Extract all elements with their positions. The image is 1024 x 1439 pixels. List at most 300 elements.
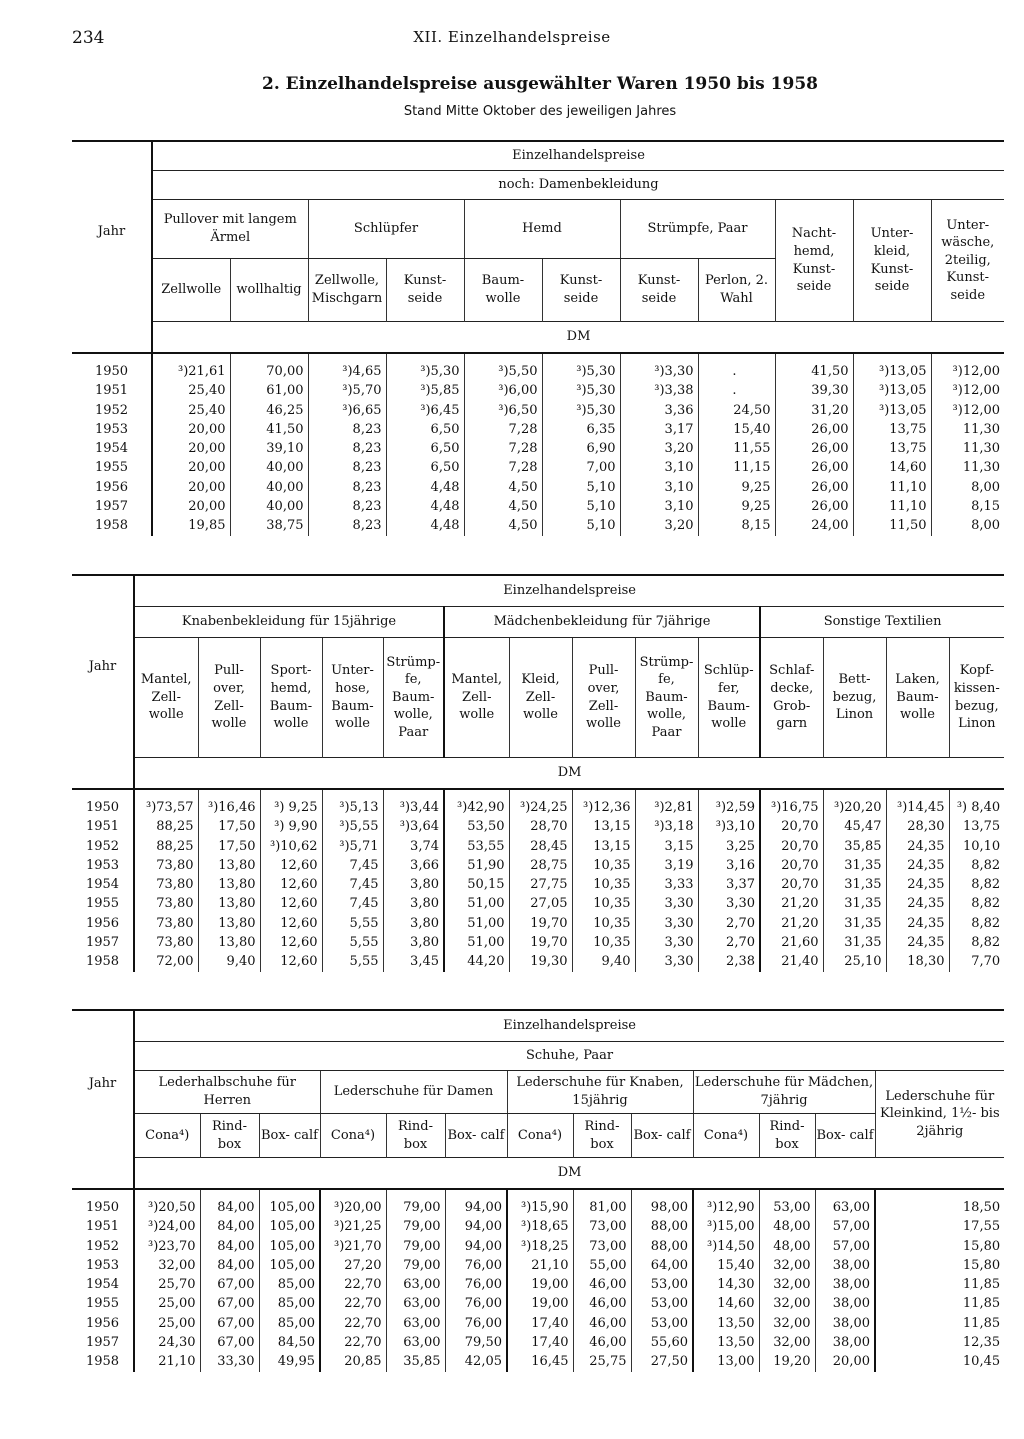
- price-cell: 10,10: [949, 837, 1004, 856]
- table-row: [72, 914, 1004, 933]
- price-cell: 55,00: [573, 1256, 631, 1275]
- price-cell: 73,00: [573, 1217, 631, 1236]
- price-cell: 51,00: [444, 894, 509, 913]
- price-cell: ³)15,90: [507, 1198, 573, 1217]
- price-cell: 38,75: [230, 516, 308, 535]
- price-cell: 51,00: [444, 914, 509, 933]
- price-cell: ³)10,62: [260, 837, 322, 856]
- col-unterwaesche: Unter- wäsche, 2teilig, Kunst- seide: [931, 200, 1004, 322]
- price-cell: ³)12,00: [931, 381, 1004, 400]
- col-header: Kleid, Zell- wolle: [509, 638, 572, 758]
- price-cell: ³)13,05: [853, 401, 931, 420]
- price-cell: 32,00: [759, 1294, 815, 1313]
- price-cell: ³)12,36: [572, 798, 635, 817]
- price-cell: 13,80: [198, 875, 260, 894]
- page-subtitle: Stand Mitte Oktober des jeweiligen Jahres: [403, 104, 677, 119]
- price-cell: 28,30: [886, 817, 949, 836]
- price-cell: 27,05: [509, 894, 572, 913]
- col-kunstseide-1: Kunst- seide: [386, 259, 464, 322]
- price-cell: 105,00: [259, 1198, 320, 1217]
- price-cell: 11,15: [698, 458, 775, 477]
- price-cell: 14,60: [693, 1294, 759, 1313]
- col-header: Strümp- fe, Baum- wolle, Paar: [635, 638, 698, 758]
- col-damen: Lederschuhe für Damen: [320, 1071, 507, 1114]
- jahr-header: Jahr: [72, 1010, 134, 1158]
- col-header: Mantel, Zell- wolle: [444, 638, 509, 758]
- price-cell: 5,10: [542, 478, 620, 497]
- price-cell: 26,00: [775, 478, 853, 497]
- price-cell: ³)5,30: [386, 362, 464, 381]
- price-cell: 73,80: [134, 914, 198, 933]
- price-cell: ³) 9,25: [260, 798, 322, 817]
- price-cell: 28,45: [509, 837, 572, 856]
- price-cell: 72,00: [134, 952, 198, 971]
- price-cell: 13,75: [949, 817, 1004, 836]
- col-maedchen: Mädchenbekleidung für 7jährige: [444, 607, 760, 638]
- price-cell: 7,28: [464, 439, 542, 458]
- price-cell: ³)16,75: [760, 798, 823, 817]
- price-cell: 20,00: [152, 420, 230, 439]
- table-row: [72, 516, 1004, 535]
- price-cell: ³)18,25: [507, 1237, 573, 1256]
- price-cell: 3,80: [383, 914, 444, 933]
- price-cell: 13,15: [572, 817, 635, 836]
- table-row: [72, 837, 1004, 856]
- price-cell: 25,40: [152, 401, 230, 420]
- price-cell: 31,35: [823, 933, 886, 952]
- price-cell: 40,00: [230, 458, 308, 477]
- table-row: [72, 458, 1004, 477]
- price-cell: ³) 9,90: [260, 817, 322, 836]
- price-cell: 21,10: [507, 1256, 573, 1275]
- jahr-header: Jahr: [72, 575, 134, 758]
- year-cell: 1955: [85, 1296, 120, 1312]
- price-cell: 3,20: [620, 516, 698, 535]
- price-cell: 3,25: [698, 837, 760, 856]
- price-cell: 46,25: [230, 401, 308, 420]
- col-cona: Cona⁴): [134, 1114, 200, 1158]
- price-cell: 26,00: [775, 420, 853, 439]
- col-cona: Cona⁴): [507, 1114, 573, 1158]
- price-cell: 10,35: [572, 933, 635, 952]
- price-cell: 24,35: [886, 856, 949, 875]
- table-row: [72, 1333, 1004, 1352]
- price-cell: 3,20: [620, 439, 698, 458]
- col-header: Schlaf- decke, Grob- garn: [760, 638, 823, 758]
- price-cell: 3,33: [635, 875, 698, 894]
- price-cell: ³)5,13: [322, 798, 383, 817]
- price-cell: 73,80: [134, 875, 198, 894]
- table-row: [72, 478, 1004, 497]
- col-rindbox: Rind- box: [759, 1114, 815, 1158]
- year-cell: 1958: [85, 1354, 120, 1370]
- price-cell: 21,60: [760, 933, 823, 952]
- table-damenbekleidung: [72, 140, 1004, 536]
- price-cell: 3,45: [383, 952, 444, 971]
- price-cell: 3,80: [383, 875, 444, 894]
- price-cell: 57,00: [815, 1217, 875, 1236]
- price-cell: 7,45: [322, 875, 383, 894]
- table-row: [72, 817, 1004, 836]
- table-row: [72, 952, 1004, 971]
- price-cell: 55,60: [631, 1333, 693, 1352]
- price-cell: 24,35: [886, 837, 949, 856]
- price-cell: ³)5,70: [308, 381, 386, 400]
- price-cell: 20,70: [760, 856, 823, 875]
- price-cell: 85,00: [259, 1275, 320, 1294]
- price-cell: 28,70: [509, 817, 572, 836]
- price-cell: 20,70: [760, 817, 823, 836]
- price-cell: ³)5,85: [386, 381, 464, 400]
- year-cell: 1953: [94, 421, 129, 437]
- price-cell: 21,20: [760, 894, 823, 913]
- price-cell: 46,00: [573, 1333, 631, 1352]
- col-header: Pull- over, Zell- wolle: [572, 638, 635, 758]
- year-cell: 1950: [94, 364, 129, 379]
- price-cell: ³)3,38: [620, 381, 698, 400]
- price-cell: 8,00: [931, 516, 1004, 535]
- price-cell: 19,70: [509, 914, 572, 933]
- table-row: [72, 362, 1004, 381]
- price-cell: 20,00: [152, 458, 230, 477]
- price-cell: 12,60: [260, 914, 322, 933]
- price-cell: 7,28: [464, 420, 542, 439]
- price-cell: 61,00: [230, 381, 308, 400]
- price-cell: ³)5,30: [542, 362, 620, 381]
- year-cell: 1955: [94, 460, 129, 476]
- price-cell: ³)3,64: [383, 817, 444, 836]
- price-cell: 20,00: [152, 478, 230, 497]
- col-zellwolle-mischgarn: Zellwolle, Mischgarn: [308, 259, 386, 322]
- price-cell: 33,30: [200, 1352, 259, 1371]
- price-cell: 15,40: [698, 420, 775, 439]
- price-cell: 8,15: [931, 497, 1004, 516]
- col-cona: Cona⁴): [320, 1114, 386, 1158]
- price-cell: 85,00: [259, 1314, 320, 1333]
- unit-header: DM: [134, 758, 1004, 790]
- col-rindbox: Rind- box: [200, 1114, 259, 1158]
- price-cell: 10,35: [572, 894, 635, 913]
- price-cell: 38,00: [815, 1256, 875, 1275]
- price-cell: 31,35: [823, 914, 886, 933]
- price-cell: ³)13,05: [853, 381, 931, 400]
- col-schluepfer: Schlüpfer: [308, 200, 464, 259]
- price-cell: 24,35: [886, 933, 949, 952]
- table-row: [72, 401, 1004, 420]
- price-cell: 76,00: [445, 1256, 507, 1275]
- price-cell: .: [698, 362, 775, 381]
- price-cell: 8,23: [308, 439, 386, 458]
- price-cell: 76,00: [445, 1294, 507, 1313]
- price-cell: ³)3,44: [383, 798, 444, 817]
- price-cell: 76,00: [445, 1314, 507, 1333]
- col-perlon: Perlon, 2. Wahl: [698, 259, 775, 322]
- col-struempfe: Strümpfe, Paar: [620, 200, 775, 259]
- price-cell: ³)42,90: [444, 798, 509, 817]
- price-cell: 8,23: [308, 478, 386, 497]
- col-nachthemd: Nacht- hemd, Kunst- seide: [775, 200, 853, 322]
- col-header: Strümp- fe, Baum- wolle, Paar: [383, 638, 444, 758]
- price-cell: 46,00: [573, 1314, 631, 1333]
- price-cell: ³)12,00: [931, 401, 1004, 420]
- price-cell: 63,00: [386, 1275, 445, 1294]
- price-cell: 12,60: [260, 952, 322, 971]
- price-cell: 24,35: [886, 914, 949, 933]
- price-cell: 94,00: [445, 1217, 507, 1236]
- price-cell: ³)15,00: [693, 1217, 759, 1236]
- price-cell: 51,90: [444, 856, 509, 875]
- price-cell: 24,35: [886, 875, 949, 894]
- price-cell: 7,45: [322, 856, 383, 875]
- price-cell: 38,00: [815, 1333, 875, 1352]
- price-cell: 67,00: [200, 1314, 259, 1333]
- price-cell: 19,30: [509, 952, 572, 971]
- price-cell: 4,50: [464, 478, 542, 497]
- table-row: [72, 1352, 1004, 1371]
- price-cell: 18,30: [886, 952, 949, 971]
- group-header: Einzelhandelspreise: [134, 575, 1004, 607]
- table-row: [72, 933, 1004, 952]
- price-cell: 53,00: [631, 1294, 693, 1313]
- price-cell: 63,00: [386, 1294, 445, 1313]
- price-cell: 21,40: [760, 952, 823, 971]
- price-cell: 20,70: [760, 875, 823, 894]
- price-cell: 3,66: [383, 856, 444, 875]
- year-cell: 1956: [85, 1315, 120, 1331]
- price-cell: 5,55: [322, 914, 383, 933]
- price-cell: ³)73,57: [134, 798, 198, 817]
- price-cell: 27,75: [509, 875, 572, 894]
- price-cell: 6,90: [542, 439, 620, 458]
- price-cell: ³)14,50: [693, 1237, 759, 1256]
- table-row: [72, 1198, 1004, 1217]
- price-cell: 84,00: [200, 1237, 259, 1256]
- price-cell: ³)13,05: [853, 362, 931, 381]
- price-cell: 35,85: [823, 837, 886, 856]
- price-cell: 25,00: [134, 1314, 200, 1333]
- price-cell: ³)18,65: [507, 1217, 573, 1236]
- price-cell: 79,00: [386, 1217, 445, 1236]
- price-cell: 8,23: [308, 497, 386, 516]
- price-cell: 3,74: [383, 837, 444, 856]
- price-cell: 20,70: [760, 837, 823, 856]
- price-cell: 73,80: [134, 894, 198, 913]
- col-header: Schlüp- fer, Baum- wolle: [698, 638, 760, 758]
- price-cell: 7,28: [464, 458, 542, 477]
- price-cell: ³)12,00: [931, 362, 1004, 381]
- price-cell: 31,35: [823, 856, 886, 875]
- price-cell: 32,00: [759, 1333, 815, 1352]
- price-cell: 20,85: [320, 1352, 386, 1371]
- table-row: [72, 875, 1004, 894]
- col-cona: Cona⁴): [693, 1114, 759, 1158]
- col-kunstseide-3: Kunst- seide: [620, 259, 698, 322]
- table-row: [72, 497, 1004, 516]
- price-cell: 2,70: [698, 914, 760, 933]
- price-cell: 8,82: [949, 875, 1004, 894]
- price-cell: 11,85: [875, 1294, 1004, 1313]
- price-cell: 13,80: [198, 933, 260, 952]
- price-cell: 19,85: [152, 516, 230, 535]
- price-cell: 5,10: [542, 497, 620, 516]
- price-cell: 45,47: [823, 817, 886, 836]
- price-cell: 14,30: [693, 1275, 759, 1294]
- price-cell: 3,15: [635, 837, 698, 856]
- price-cell: 27,20: [320, 1256, 386, 1275]
- table-row: [72, 798, 1004, 817]
- price-cell: 7,00: [542, 458, 620, 477]
- table-body: [72, 353, 1004, 536]
- price-cell: 67,00: [200, 1275, 259, 1294]
- table-row: [72, 420, 1004, 439]
- price-cell: 8,82: [949, 856, 1004, 875]
- table-row: [72, 1294, 1004, 1313]
- col-boxcalf: Box- calf: [815, 1114, 875, 1158]
- price-cell: 3,80: [383, 933, 444, 952]
- price-cell: ³)3,18: [635, 817, 698, 836]
- price-cell: 19,00: [507, 1294, 573, 1313]
- table-row: [72, 1237, 1004, 1256]
- year-cell: 1958: [94, 518, 129, 534]
- price-cell: 11,85: [875, 1314, 1004, 1333]
- price-cell: 8,23: [308, 516, 386, 535]
- price-cell: 46,00: [573, 1275, 631, 1294]
- col-knaben: Knabenbekleidung für 15jährige: [134, 607, 444, 638]
- price-cell: 53,00: [631, 1275, 693, 1294]
- price-cell: 79,50: [445, 1333, 507, 1352]
- price-cell: .: [698, 381, 775, 400]
- price-cell: 12,60: [260, 875, 322, 894]
- price-cell: 12,60: [260, 894, 322, 913]
- price-cell: 13,00: [693, 1352, 759, 1371]
- price-cell: 88,00: [631, 1217, 693, 1236]
- price-cell: 85,00: [259, 1294, 320, 1313]
- col-unterkleid: Unter- kleid, Kunst- seide: [853, 200, 931, 322]
- price-cell: 39,10: [230, 439, 308, 458]
- price-cell: 51,00: [444, 933, 509, 952]
- price-cell: 2,38: [698, 952, 760, 971]
- price-cell: ³)5,71: [322, 837, 383, 856]
- price-cell: ³)6,65: [308, 401, 386, 420]
- price-cell: 20,00: [815, 1352, 875, 1371]
- col-header: Mantel, Zell- wolle: [134, 638, 198, 758]
- price-cell: 98,00: [631, 1198, 693, 1217]
- price-cell: 8,82: [949, 933, 1004, 952]
- price-cell: 4,48: [386, 497, 464, 516]
- price-cell: 38,00: [815, 1294, 875, 1313]
- price-cell: 5,55: [322, 952, 383, 971]
- col-kunstseide-2: Kunst- seide: [542, 259, 620, 322]
- price-cell: 105,00: [259, 1237, 320, 1256]
- price-cell: ³)16,46: [198, 798, 260, 817]
- price-cell: 17,50: [198, 837, 260, 856]
- col-header: Laken, Baum- wolle: [886, 638, 949, 758]
- price-cell: 13,80: [198, 914, 260, 933]
- table-row: [72, 381, 1004, 400]
- price-cell: 31,35: [823, 875, 886, 894]
- price-cell: 26,00: [775, 439, 853, 458]
- price-cell: 64,00: [631, 1256, 693, 1275]
- price-cell: 88,25: [134, 817, 198, 836]
- price-cell: 10,35: [572, 875, 635, 894]
- price-cell: 11,30: [931, 439, 1004, 458]
- price-cell: 57,00: [815, 1237, 875, 1256]
- table-row: [72, 1314, 1004, 1333]
- price-cell: 84,00: [200, 1198, 259, 1217]
- price-cell: 3,30: [635, 894, 698, 913]
- price-cell: 6,35: [542, 420, 620, 439]
- price-cell: 53,00: [631, 1314, 693, 1333]
- price-cell: 105,00: [259, 1256, 320, 1275]
- col-header: Bett- bezug, Linon: [823, 638, 886, 758]
- table-row: [72, 894, 1004, 913]
- price-cell: 17,55: [875, 1217, 1004, 1236]
- price-cell: 79,00: [386, 1198, 445, 1217]
- price-cell: 8,82: [949, 914, 1004, 933]
- price-cell: ³)12,90: [693, 1198, 759, 1217]
- price-cell: 70,00: [230, 362, 308, 381]
- price-cell: 3,16: [698, 856, 760, 875]
- price-cell: ³)6,00: [464, 381, 542, 400]
- year-cell: 1951: [94, 383, 129, 399]
- price-cell: 63,00: [386, 1333, 445, 1352]
- col-knaben: Lederschuhe für Knaben, 15jährig: [507, 1071, 693, 1114]
- price-cell: 13,80: [198, 894, 260, 913]
- price-cell: 3,36: [620, 401, 698, 420]
- price-cell: 31,20: [775, 401, 853, 420]
- year-cell: 1954: [85, 877, 120, 893]
- price-cell: 9,25: [698, 478, 775, 497]
- price-cell: 8,23: [308, 458, 386, 477]
- price-cell: ³)23,70: [134, 1237, 200, 1256]
- price-cell: 12,60: [260, 933, 322, 952]
- price-cell: 14,60: [853, 458, 931, 477]
- price-cell: 6,50: [386, 458, 464, 477]
- table-body: [72, 789, 1004, 972]
- col-boxcalf: Box- calf: [259, 1114, 320, 1158]
- price-cell: ³)5,30: [542, 381, 620, 400]
- year-cell: 1952: [94, 402, 129, 418]
- price-cell: 3,80: [383, 894, 444, 913]
- price-cell: 42,05: [445, 1352, 507, 1371]
- price-cell: 88,25: [134, 837, 198, 856]
- price-cell: 79,00: [386, 1237, 445, 1256]
- price-cell: 41,50: [230, 420, 308, 439]
- col-pullover: Pullover mit langem Ärmel: [152, 200, 308, 259]
- price-cell: 10,45: [875, 1352, 1004, 1371]
- price-cell: 4,50: [464, 497, 542, 516]
- price-cell: 38,00: [815, 1314, 875, 1333]
- price-cell: ³)3,30: [620, 362, 698, 381]
- price-cell: 8,15: [698, 516, 775, 535]
- year-cell: 1957: [85, 1335, 120, 1351]
- price-cell: 13,15: [572, 837, 635, 856]
- price-cell: 63,00: [386, 1314, 445, 1333]
- unit-header: DM: [134, 1158, 1004, 1190]
- table-row: [72, 1217, 1004, 1236]
- price-cell: 32,00: [759, 1314, 815, 1333]
- price-cell: 50,15: [444, 875, 509, 894]
- page-number: 234: [72, 28, 105, 48]
- price-cell: 32,00: [759, 1275, 815, 1294]
- price-cell: 9,25: [698, 497, 775, 516]
- price-cell: ³)5,55: [322, 817, 383, 836]
- price-cell: 24,30: [134, 1333, 200, 1352]
- price-cell: 4,48: [386, 516, 464, 535]
- price-cell: 10,35: [572, 856, 635, 875]
- price-cell: 3,19: [635, 856, 698, 875]
- price-cell: ³)24,00: [134, 1217, 200, 1236]
